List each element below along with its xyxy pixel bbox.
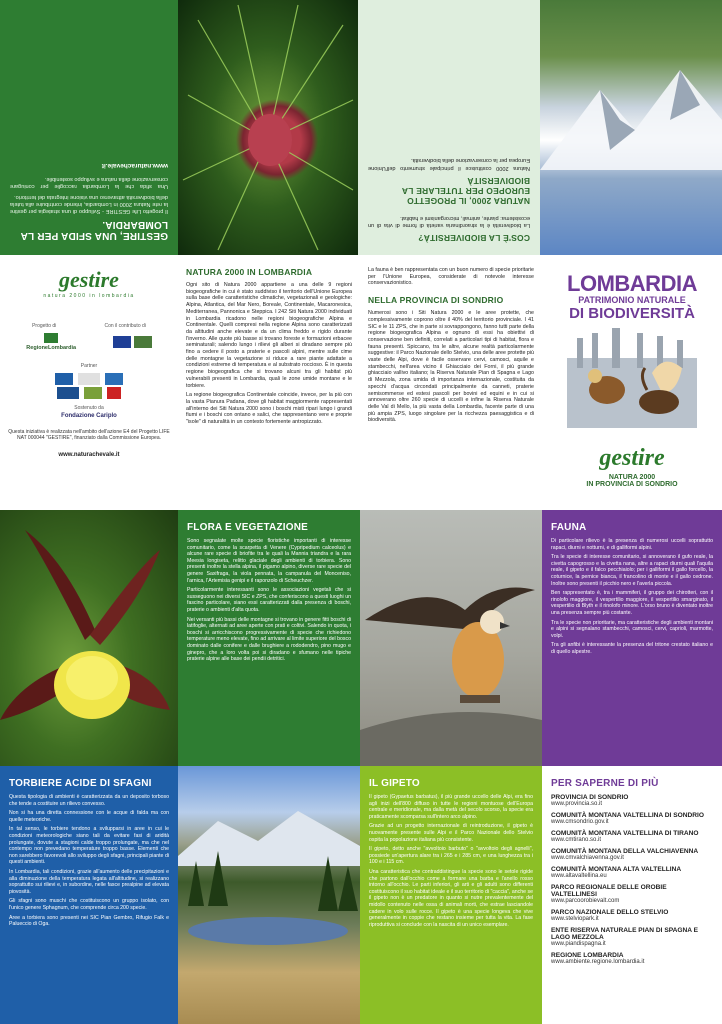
- flora-text: Sono segnalate molte specie floristiche importanti di interesse comunitario, come la scarpetta di Venere (Cypripedium calceolus) e alcune rare specie di briofite tra le quali la Mannia triandra e la rara Meesia longiseta, relitto glaciale degli ambienti di torbiera. Sono presenti inoltre la stella alpina, il pigamo alpino, diverse rare specie del genere Saxifraga, la viola pennata, la campanula del Monceniso, l'arnica, l'Artemisia genipi e il raponzolo di Scheuchzer. Particolarmente interessanti sono le associazioni vegetali che si susseguono nei diversi SIC e ZPS, che conferiscono a questi luoghi un fascino particolare, siano essi caratterizzati dalla presenza di boschi, praterie o ambienti d'alta quota. Nei versanti più bassi delle montagne si trovano in genere fitti boschi di latifoglie, alternati ad aree aperte con prati e coltivi. Salendo in quota, i boschi si arricchiscono progressivamente di specie che richiedono temperature meno elevate, fino ad arrivare al limite superiore del bosco dominato dalle conifere e dalle brughiere a rododendro, pino mugo e ginepro, che a loro volta poi si diradano e sfumano nelle tipiche praterie alpine alle base dei pendii detritici.: [187, 538, 351, 663]
- link-url[interactable]: www.provincia.so.it: [551, 801, 603, 807]
- link-url[interactable]: www.piandispagna.it: [551, 941, 606, 947]
- eu-logos: [113, 336, 152, 348]
- link-name: REGIONE LOMBARDIA: [551, 952, 624, 959]
- orchid-graphic: [0, 510, 178, 766]
- link-url[interactable]: www.stelviopark.it: [551, 916, 599, 922]
- mountain-photo: [540, 0, 722, 255]
- link-item[interactable]: [551, 927, 713, 947]
- progetto-label: Progetto di: [32, 323, 57, 329]
- naturachevale-url: www.naturachevale.it: [58, 451, 120, 458]
- links-list: [551, 794, 713, 965]
- link-item[interactable]: [551, 909, 713, 922]
- natura-lombardia-panel: [178, 255, 360, 510]
- link-item[interactable]: [551, 794, 713, 807]
- link-name: PARCO NAZIONALE DELLO STELVIO: [551, 909, 669, 916]
- link-item[interactable]: [551, 952, 713, 965]
- link-item[interactable]: [551, 830, 713, 843]
- cover-brand-1: LOMBARDIA: [567, 271, 697, 296]
- cover-brand-3: DI BIODIVERSITÀ: [569, 305, 695, 322]
- regione-logo: RegioneLombardia: [26, 333, 76, 351]
- mountain-graphic: [540, 0, 722, 255]
- orchid-photo: [0, 510, 178, 766]
- links-title: PER SAPERNE DI PIÙ: [551, 778, 659, 789]
- fondazione-logo: Fondazione Cariplo: [61, 413, 117, 419]
- gipeto-text: Il gipeto (Gypaetus barbatus), il più grande uccello delle Alpi, era fino agli inizi dell'800 diffuso in tutte le regioni montuose dell'Europa centrale e meridionale, ma dalla metà del secolo scorso, la specie era praticamente scomparsa sull'intero arco alpino. Grazie ad un progetto internazionale di reintroduzione, il gipeto è nuovamente presente sulle Alpi e il Parco Nazionale dello Stelvio ospita la popolazione italiana più consistente. Il gipeto, detto anche "avvoltoio barbuto" o "avvoltoio degli agnelli", possiede un'apertura alare tra i 265 e i 285 cm, e una lunghezza tra i 100 e i 115 cm. Una caratteristica che contraddistingue la specie sono le setole rigide che partono dall'occhio come a formare una barba e l'anello rosso intorno all'occhio. Le parti inferiori, gli arti e gli adulti sono differenti costituiscono il suo habitat ideale e il suo territorio di "caccia", anche se il gipeto non è un predatore in quanto si nutre prevalentemente del midollo contenuto nelle ossa di animali morti, che estrae lasciandole cadere in volo sulle rocce. Il gipeto è una specie longeva che vive generalmente in coppie che restano insieme per tutta la vita. La fase riproduttiva si conclude con la nascita di un unico esemplare.: [369, 794, 533, 928]
- links-panel: [542, 766, 722, 1024]
- fauna-panel: [542, 510, 722, 766]
- link-item[interactable]: [551, 884, 713, 904]
- natura-progetto-title: NATURA 2000, IL PROGETTO EUROPEO PER TUTELARE LA BIODIVERSITÀ: [401, 175, 530, 206]
- sondrio-panel: [360, 255, 542, 510]
- link-name: ENTE RISERVA NATURALE PIAN DI SPAGNA E LAGO MEZZOLA: [551, 927, 699, 941]
- vulture-graphic: [360, 510, 542, 766]
- link-name: COMUNITÀ MONTANA VALTELLINA DI TIRANO: [551, 830, 699, 837]
- link-name: COMUNITÀ MONTANA DELLA VALCHIAVENNA: [551, 848, 699, 855]
- flora-title: FLORA E VEGETAZIONE: [187, 522, 309, 533]
- natura-lombardia-title: NATURA 2000 IN LOMBARDIA: [186, 267, 313, 277]
- link-url[interactable]: www.cmvalchiavenna.gov.it: [551, 855, 624, 861]
- gestire-tagline: natura 2000 in lombardia: [43, 293, 135, 299]
- link-item[interactable]: [551, 812, 713, 825]
- cover-sub-1: NATURA 2000: [608, 474, 656, 481]
- fauna-title: FAUNA: [551, 522, 587, 533]
- cover-panel: [542, 255, 722, 510]
- logos-panel: [0, 255, 178, 510]
- sfida-url: www.naturachevale.it: [101, 161, 168, 169]
- link-name: COMUNITÀ MONTANA VALTELLINA DI SONDRIO: [551, 812, 704, 819]
- pine-photo: [178, 0, 358, 255]
- link-url[interactable]: www.cmsondrio.gov.it: [551, 819, 609, 825]
- sondrio-text: Numerosi sono i Siti Natura 2000 e le aree protette, che complessivamente coprono oltre il 40% del territorio provinciale. I 41 SIC e le 11 ZPS, che in parte si sovrappongono, fanno tutti parte della regione biogeografica Alpina e ognuno di essi ha obiettivi di conservazione ben definiti, correlati a particolari tipi di habitat, flora e fauna presenti. Spiccano, tra le altre, alcune realtà particolarmente suggestive: il Parco Nazionale dello Stelvio, una delle aree protette più vaste delle Alpi, dove è facile osservare cervi, camosci, aquile e stambecchi, nell'area vicino il Ghiacciaio dei Forni, il più grande ghiacciaio vallivo italiano; la Riserva Naturale Pian di Spagna e Lago di Mezzola, zona umida di importanza internazionale, costituita da specchi d'acqua circondati principalmente da canneti, praterie semisommerse ed estesi pascoli per bovini ed equini e in cui si annoverano oltre 260 specie di uccelli e infine la Riserva Naturale delle Val di Mello, la più vasta della Lombardia, facente parte di una più ampia ZPS, luogo singolare per la ricchezza paesaggistica e di biodiversità.: [368, 310, 534, 424]
- torbiere-panel: [0, 766, 178, 1024]
- natura-lombardia-text: Ogni sito di Natura 2000 appartiene a una delle 9 regioni biogeografiche in cui è stato suddiviso il territorio dell'Unione Europea sulla base delle caratteristiche climatiche, vegetazionali e geologiche: Alpina, Atlantica, del Mar Nero, Boreale, Continentale, Macaronesica, Mediterranea, Pannonica e Steppica. I 242 Siti Natura 2000 individuati in Lombardia ricadono nelle regioni biogeografiche Alpina e Continentale. Quelli compresi nella regione Alpina sono caratterizzati da altitudini anche elevate e da un clima freddo e rigido durante l'inverno. Alle quote più basse si trovano foreste e formazioni erbacee seminaturali; salendo lungo i rilievi gli alberi si diradano sempre più fino a cedere il posto a praterie e pascoli alpini, mentre sulle cime delle montagne la vegetazione si riduce a rare piante adattate a condizioni estreme di temperatura e al substrato roccioso. È in questa regione biogeografica che si trovano alcuni tra gli habitat più vulnerabili presenti in Lombardia, quali le zone umide montane e le torbiere. La regione biogeografica Continentale coincide, invece, per la più con la vasta Pianura Padana, dove gli habitat maggiormente rappresentati all'interno dei Siti Natura 2000 sono i boschi misti ripari lungo i grandi fiumi e i boschi con ontano e salici, che rappresentano vere e proprie "isole" di naturalità in un contesto fortemente antropizzato.: [186, 282, 352, 426]
- torbiere-text: Questa tipologia di ambienti è caratterizzata da un deposito torboso che tende a costituire un rilievo convesso. Non si ha una diretta connessione con le acque di falda ma con quelle meteoriche. In tal senso, le torbiere tendono a svilupparsi in aree in cui le condizioni meteorologiche siano tali da evitare fasi di aridità prolungate, dovute a stagioni calde troppo prolungate, ma che nel contempo non prevedano temperature troppo basse. Elementi che non sarebbero favorevoli allo sviluppo degli sfagni, principali piante di questi ambienti. In Lombardia, tali condizioni, grazie all'aumento delle precipitazioni e alla diminuzione della temperatura legata all'altitudine, si realizzano soprattutto sui rilievi e, in subordine, nelle fasce prealpine ad elevata piovosità. Gli sfagni sono muschi che costituiscono un gruppo isolato, con l'unico genere Sphagnum, che comprende circa 200 specie. Aree a torbiera sono presenti nei SIC Pian Gembro, Rifugio Falk e Palueccio di Oga.: [9, 794, 169, 928]
- link-url[interactable]: www.ambiente.regione.lombardia.it: [551, 959, 645, 965]
- partner-logos: [8, 373, 170, 385]
- gipeto-title: IL GIPETO: [369, 778, 420, 789]
- sfida-text: Il progetto Life GESTIRE - Sviluppo di una strategia per gestire la rete Natura 2000 in Lombardia, intende contribuire alla tutela della biodiversità attraverso una visione integrata del territorio. Una sfida che la Lombardia raccoglie per coniugare conservazione della natura e sviluppo sostenibile.: [10, 176, 168, 214]
- biodiversita-title: COS'È LA BIODIVERSITÀ?: [418, 233, 530, 243]
- initiative-note: Questa iniziativa è realizzata nell'ambito dell'azione E4 del Progetto LIFE NAT 000044 "GESTIRE", finanziato dalla Commissione Europea.: [8, 429, 170, 442]
- sfida-title: GESTIRE, UNA SFIDA PER LA LOMBARDIA.: [20, 219, 168, 241]
- fauna-text: Di particolare rilievo è la presenza di numerosi uccelli soprattutto rapaci, diurni e notturni, e di galliformi alpini. Tra le specie di interesse comunitario, si annoverano il gufo reale, la civetta capogrosso e la civetta nana, altre a rapaci diurni quali l'aquila reale, il gipeto e il falco pecchiaiolo; per i galliformi il gallo forcello, la coturnice, la pernice bianca, il francolino di monte e il gallo cedrone. Inoltre sono presenti il picchio nero e l'averla piccola. Ben rappresentato è, tra i mammiferi, il gruppo dei chirotteri, con il rinolofo maggiore, il vespertilio maggiore, il vespertilio smarginato, il vespertilio di Blyth e il rinolofo minore. L'orso bruno è diventato inoltre una presenza sempre più costante. Tra le specie non prioritarie, ma caratteristiche degli ambienti montani e alpini si segnalano stambecchi, camosci, cervi, caprioli, marmotte, volpi. Tra gli anfibi è interessante la presenza del tritone crestato italiano e di quello alpestre.: [551, 538, 713, 655]
- gipeto-panel: [360, 766, 542, 1024]
- link-name: PARCO REGIONALE DELLE OROBIE VALTELLINESI: [551, 884, 667, 898]
- biodiversita-panel: [358, 0, 540, 255]
- link-url[interactable]: www.altavaltellina.eu: [551, 873, 607, 879]
- link-item[interactable]: [551, 848, 713, 861]
- link-name: COMUNITÀ MONTANA ALTA VALTELLINA: [551, 866, 682, 873]
- lake-graphic: [178, 766, 360, 1024]
- natura-progetto-text: Natura 2000 costituisce il principale strumento dell'Unione Europea per la conservazione della biodiversità.: [368, 157, 530, 171]
- sostenuto-label: Sostenuto da: [74, 405, 104, 411]
- flora-panel: [178, 510, 360, 766]
- fauna-intro: La fauna è ben rappresentata con un buon numero di specie prioritarie per l'Unione Europea, considerate di notevole interesse conservazionistico.: [368, 267, 534, 287]
- link-url[interactable]: www.parcoorobievalt.com: [551, 898, 620, 904]
- sondrio-title: NELLA PROVINCIA DI SONDRIO: [368, 295, 504, 306]
- link-name: PROVINCIA DI SONDRIO: [551, 794, 629, 801]
- pine-needles-graphic: [178, 0, 358, 255]
- partner-label: Partner: [80, 363, 98, 369]
- cover-illustration: [557, 328, 707, 438]
- gestire-sfida-panel: [0, 0, 178, 255]
- cover-sub-2: IN PROVINCIA DI SONDRIO: [586, 481, 678, 488]
- link-url[interactable]: www.cmtirano.so.it: [551, 837, 602, 843]
- gipeto-photo: [360, 510, 542, 766]
- cover-gestire-logo: gestire: [599, 445, 665, 471]
- lake-photo: [178, 766, 360, 1024]
- contributo-label: Con il contributo di: [104, 323, 146, 329]
- partner-logos-2: [8, 387, 170, 399]
- gestire-logo: gestire: [59, 267, 119, 292]
- link-item[interactable]: [551, 866, 713, 879]
- torbiere-title: TORBIERE ACIDE DI SFAGNI: [9, 778, 152, 789]
- biodiversita-text: La biodiversità è la straordinaria varietà di forme di vita di un ecosistema: piante, animali, microrganismi e habitat.: [368, 214, 530, 228]
- cover-brand-2: PATRIMONIO NATURALE: [578, 295, 686, 305]
